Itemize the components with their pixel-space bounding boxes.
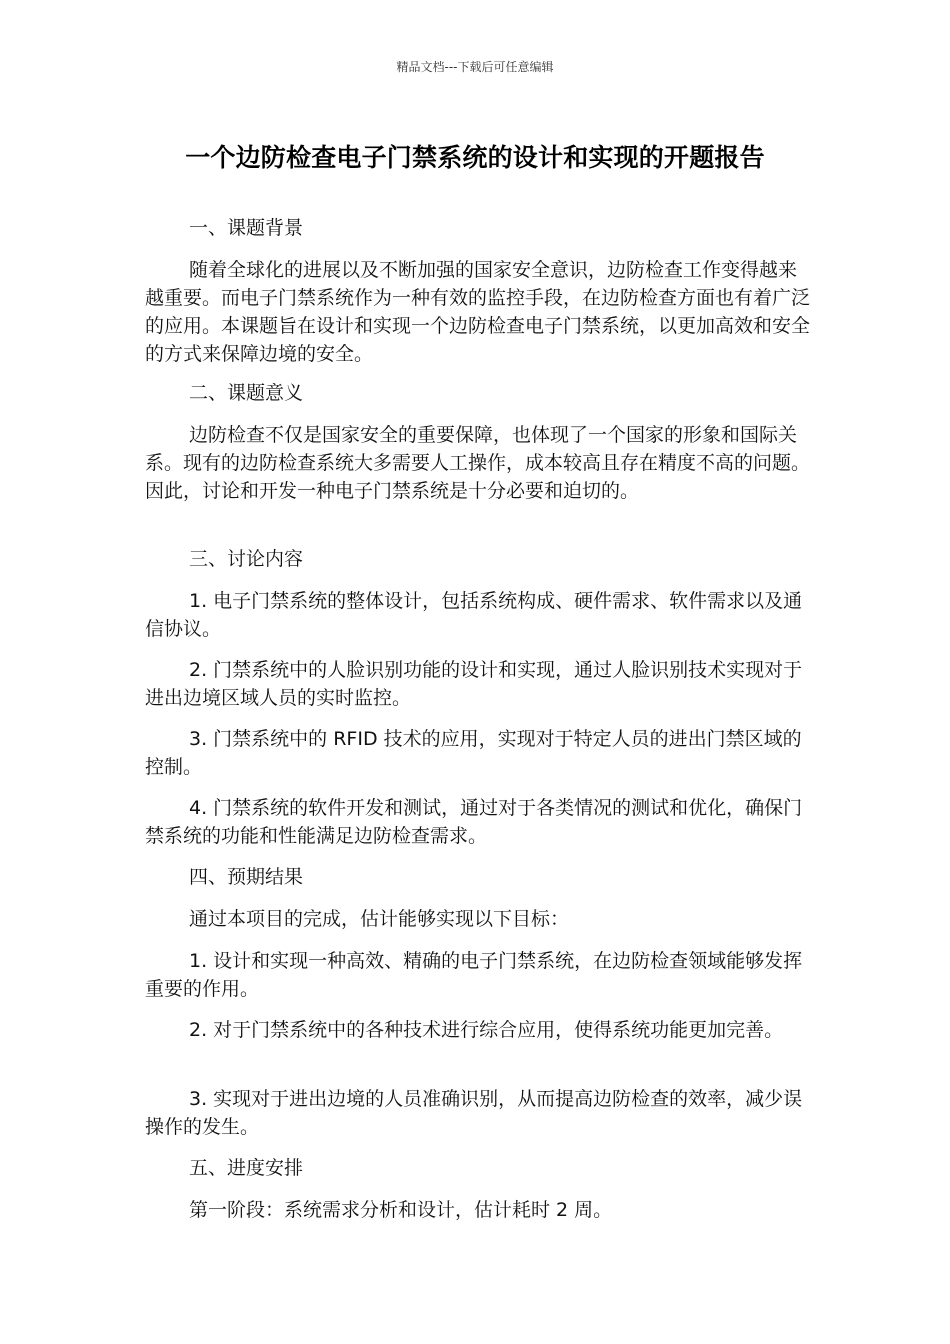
header-note: 精品文档---下载后可任意编辑	[396, 60, 554, 74]
schedule-item-1: 第一阶段：系统需求分析和设计，估计耗时 2 周。	[189, 1199, 613, 1221]
section-heading-content: 三、讨论内容	[189, 548, 304, 570]
paragraph-expected-intro: 通过本项目的完成，估计能够实现以下目标：	[189, 908, 570, 930]
content-item-2: 2. 门禁系统中的人脸识别功能的设计和实现，通过人脸识别技术实现对于进出边境区域人员的实时监控。	[145, 659, 803, 709]
content-item-3: 3. 门禁系统中的 RFID 技术的应用，实现对于特定人员的进出门禁区域的控制。	[145, 728, 802, 778]
section-heading-significance: 二、课题意义	[189, 382, 304, 404]
section-heading-schedule: 五、进度安排	[189, 1157, 304, 1179]
document-title: 一个边防检查电子门禁系统的设计和实现的开题报告	[185, 143, 765, 172]
paragraph-background: 随着全球化的进展以及不断加强的国家安全意识，边防检查工作变得越来越重要。而电子门禁系统作为一种有效的监控手段，在边防检查方面也有着广泛的应用。本课题旨在设计和实现一个边防检查电子门禁系统，以更加高效和安全的方式来保障边境的安全。	[145, 259, 811, 365]
result-item-3: 3. 实现对于进出边境的人员准确识别，从而提高边防检查的效率，减少误操作的发生。	[145, 1088, 803, 1138]
paragraph-significance: 边防检查不仅是国家安全的重要保障，也体现了一个国家的形象和国际关系。现有的边防检查系统大多需要人工操作，成本较高且存在精度不高的问题。因此，讨论和开发一种电子门禁系统是十分必要和迫切的。	[145, 424, 811, 502]
section-heading-background: 一、课题背景	[189, 217, 304, 239]
result-item-1: 1. 设计和实现一种高效、精确的电子门禁系统，在边防检查领域能够发挥重要的作用。	[145, 950, 803, 1000]
result-item-2: 2. 对于门禁系统中的各种技术进行综合应用，使得系统功能更加完善。	[189, 1019, 784, 1041]
section-heading-expected-results: 四、预期结果	[189, 866, 304, 888]
content-item-1: 1. 电子门禁系统的整体设计，包括系统构成、硬件需求、软件需求以及通信协议。	[145, 590, 803, 640]
content-item-4: 4. 门禁系统的软件开发和测试，通过对于各类情况的测试和优化，确保门禁系统的功能和性能满足边防检查需求。	[145, 797, 803, 847]
